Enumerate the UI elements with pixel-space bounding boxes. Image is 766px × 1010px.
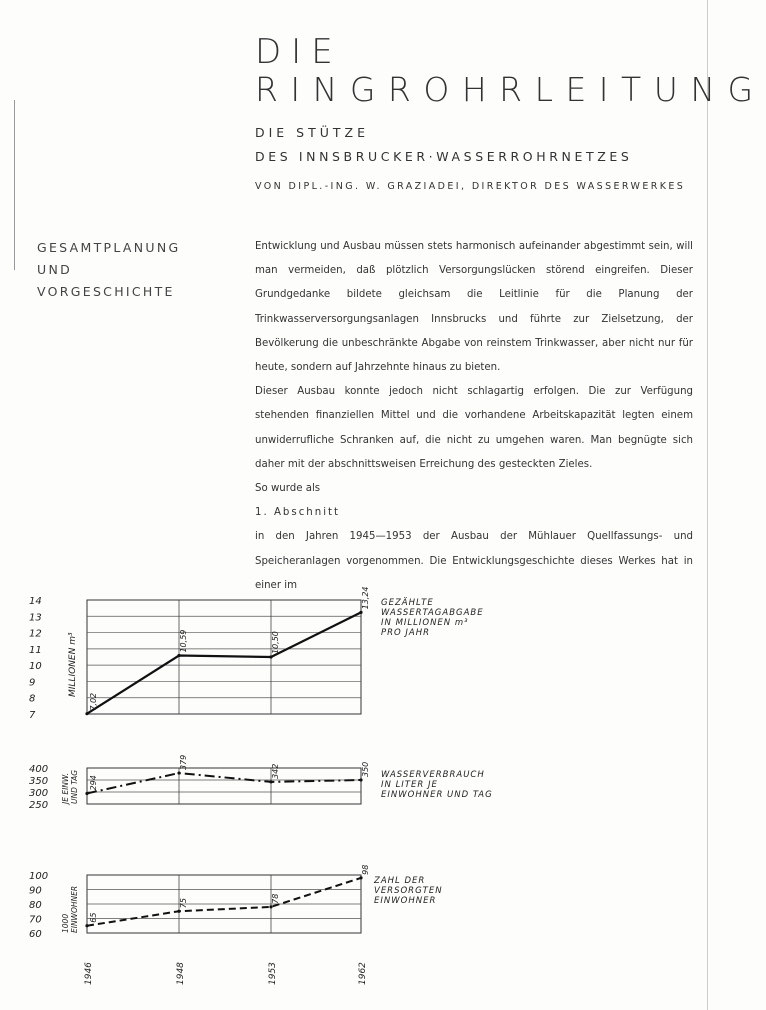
y-tick-label: 250 — [29, 800, 49, 811]
chart-population-served — [29, 865, 443, 940]
chart-consumption-per-capita — [29, 755, 493, 811]
legend-text: EINWOHNER UND TAG — [381, 790, 493, 800]
data-label: 75 — [179, 898, 188, 909]
plot-frame — [87, 768, 361, 804]
section-heading-line: VORGESCHICHTE — [37, 284, 175, 299]
legend-text: IN MILLIONEN m³ — [381, 618, 469, 628]
title-line-2: RINGROHRLEITUNG — [255, 70, 766, 109]
charts-figure — [0, 585, 708, 995]
data-point — [269, 655, 272, 658]
y-tick-label: 70 — [29, 914, 42, 926]
data-label: 342 — [271, 763, 280, 779]
x-tick-label: 1962 — [358, 962, 368, 985]
data-label: 10,59 — [179, 629, 188, 653]
data-label: 10,50 — [271, 631, 280, 654]
chart-water-supply — [29, 586, 484, 721]
x-axis-years — [84, 962, 368, 985]
data-point — [359, 778, 362, 781]
y-tick-label: 14 — [29, 596, 42, 607]
data-label: 350 — [361, 761, 370, 777]
subsection-heading: 1. Abschnitt — [255, 507, 341, 519]
data-label: 379 — [179, 754, 188, 771]
data-point — [85, 712, 88, 715]
x-tick-label: 1948 — [176, 962, 186, 985]
section-heading-line: GESAMTPLANUNG — [37, 240, 181, 255]
data-point — [85, 792, 88, 795]
body-text — [255, 235, 693, 598]
data-point — [85, 924, 88, 927]
y-axis-label: EINWOHNER — [70, 885, 79, 933]
data-point — [177, 654, 180, 657]
y-tick-label: 300 — [29, 788, 49, 799]
legend-text: EINWOHNER — [374, 896, 437, 906]
y-axis-label: MILLIONEN m³ — [68, 632, 78, 697]
y-tick-label: 90 — [29, 885, 42, 897]
legend-text: IN LITER JE — [381, 780, 438, 790]
y-axis-label: 1000 — [61, 913, 70, 933]
legend-text: ZAHL DER — [374, 876, 426, 886]
legend-text: GEZÄHLTE — [381, 598, 434, 608]
data-point — [269, 905, 272, 908]
data-label: 65 — [89, 912, 98, 923]
y-tick-label: 8 — [29, 693, 36, 705]
data-label: 98 — [361, 864, 370, 875]
data-point — [359, 876, 362, 879]
y-tick-label: 11 — [29, 644, 42, 656]
data-point — [177, 910, 180, 913]
title-line-1: DIE — [255, 32, 343, 72]
subtitle-line-2: DES INNSBRUCKER·WASSERROHRNETZES — [255, 149, 633, 164]
legend-text: PRO JAHR — [381, 628, 431, 638]
legend-text: WASSERTAGABGABE — [381, 608, 484, 618]
paragraph: Dieser Ausbau konnte jedoch nicht schlagartig erfolgen. Die zur Verfügung stehenden finanziellen Mittel und die vorhandene Arbeitskapazität legten einem unwiderrufliche Schranken auf, die nicht zu umgehen waren. Man begnügte sich daher mit der abschnittsweisen Erreichung des gesteckten Zieles. — [255, 386, 693, 470]
author-line: VON DIPL.-ING. W. GRAZIADEI, DIREKTOR DES WASSERWERKES — [255, 181, 686, 192]
y-tick-label: 10 — [29, 661, 42, 673]
series-line — [87, 612, 361, 713]
margin-rule — [14, 100, 15, 270]
x-tick-label: 1953 — [268, 962, 278, 985]
paragraph: So wurde als — [255, 483, 321, 495]
data-label: 7,02 — [89, 692, 98, 711]
y-tick-label: 80 — [29, 900, 42, 911]
data-point — [359, 611, 362, 614]
series-line — [87, 773, 361, 793]
legend-text: VERSORGTEN — [374, 886, 443, 896]
y-tick-label: 7 — [29, 710, 36, 721]
legend-text: WASSERVERBRAUCH — [381, 770, 485, 780]
data-point — [269, 780, 272, 783]
subtitle-line-1: DIE STÜTZE — [255, 125, 369, 140]
x-tick-label: 1946 — [84, 962, 94, 985]
y-tick-label: 13 — [29, 612, 42, 624]
y-axis-label: UND TAG — [70, 769, 79, 804]
paragraph: in den Jahren 1945—1953 der Ausbau der Mühlauer Quellfassungs- und Speicheranlagen vorgenommen. Die Entwicklungsgeschichte dieses Werkes hat in einer im — [255, 531, 693, 591]
y-tick-label: 12 — [29, 628, 42, 640]
y-axis-label: JE EINW. — [61, 772, 70, 804]
data-label: 78 — [271, 893, 280, 904]
data-label: 13,24 — [361, 586, 370, 610]
section-heading-line: UND — [37, 262, 73, 277]
y-tick-label: 350 — [29, 776, 49, 787]
y-tick-label: 400 — [29, 764, 49, 775]
data-label: 294 — [89, 775, 98, 791]
section-heading — [37, 237, 181, 303]
y-tick-label: 100 — [29, 871, 49, 882]
y-tick-label: 9 — [29, 677, 36, 689]
y-tick-label: 60 — [29, 929, 42, 940]
paragraph: Entwicklung und Ausbau müssen stets harmonisch aufeinander abgestimmt sein, will man vermeiden, daß plötzlich Versorgungslücken störend eingreifen. Dieser Grundgedanke bildete gleichsam die Leitlinie für die Planung der Trinkwasserversorgungsanlagen Innsbrucks und führte zur Zielsetzung, der Bevölkerung die unbeschränkte Abgabe von reinstem Trinkwasser, aber nicht nur für heute, sondern auf Jahrzehnte hinaus zu bieten. — [255, 241, 693, 374]
data-point — [177, 771, 180, 774]
